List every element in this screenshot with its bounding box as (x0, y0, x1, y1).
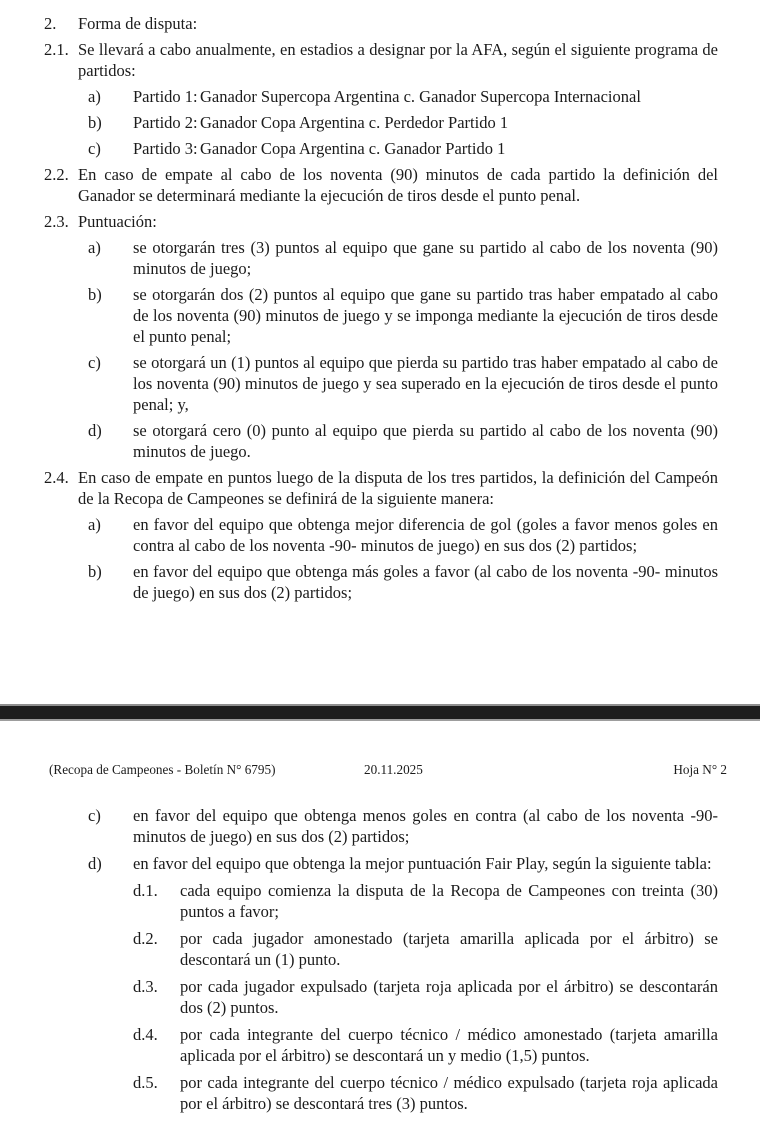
clause-text: Se llevará a cabo anualmente, en estadios a designar por la AFA, según el siguiente programa de partidos: (78, 40, 718, 80)
list-item-text: por cada integrante del cuerpo técnico / médico expulsado (tarjeta roja aplicada por el árbitro) se descontará tres (3) puntos. (180, 1073, 718, 1113)
partido-entry (133, 86, 718, 107)
partido-teams: Ganador Copa Argentina c. Ganador Partido 1 (200, 139, 506, 158)
puntuacion-item-b (88, 284, 718, 347)
clause-text: En caso de empate en puntos luego de la disputa de los tres partidos, la definición del Campeón de la Recopa de Campeones se definirá de la siguiente manera: (78, 468, 718, 508)
clause-2-4 (44, 467, 718, 509)
clause-number: 2.2. (44, 165, 69, 184)
desempate-item-c (88, 805, 718, 847)
list-marker: c) (88, 806, 101, 825)
list-item-text: se otorgará un (1) puntos al equipo que pierda su partido tras haber empatado al cabo de los noventa (90) minutos de juego y sea superado en la ejecución de tiros desde el punto penal; y, (133, 353, 718, 414)
list-marker: d.1. (133, 881, 158, 900)
list-marker: b) (88, 113, 102, 132)
clause-text: En caso de empate al cabo de los noventa (90) minutos de cada partido la definición del Ganador se determinará mediante la ejecución de tiros desde el punto penal. (78, 165, 718, 205)
desempate-item-b (88, 561, 718, 603)
document-page-2 (0, 778, 760, 1114)
list-item-text: por cada integrante del cuerpo técnico / médico amonestado (tarjeta amarilla aplicada por el árbitro) se descontará un y medio (1,5) puntos. (180, 1025, 718, 1065)
list-marker: b) (88, 562, 102, 581)
list-item-text: se otorgarán tres (3) puntos al equipo que gane su partido al cabo de los noventa (90) minutos de juego; (133, 238, 718, 278)
partido-entry (133, 138, 718, 159)
list-item-text: por cada jugador expulsado (tarjeta roja aplicada por el árbitro) se descontarán dos (2) puntos. (180, 977, 718, 1017)
fairplay-item-d2 (133, 928, 718, 970)
clause-2-2 (44, 164, 718, 206)
page-number: Hoja N° 2 (673, 762, 727, 777)
list-item-text: se otorgará cero (0) punto al equipo que pierda su partido al cabo de los noventa (90) minutos de juego. (133, 421, 718, 461)
puntuacion-item-a (88, 237, 718, 279)
list-marker: b) (88, 285, 102, 304)
list-item-text: cada equipo comienza la disputa de la Recopa de Campeones con treinta (30) puntos a favor; (180, 881, 718, 921)
clause-number: 2.1. (44, 40, 69, 59)
clause-2-1 (44, 39, 718, 81)
list-marker: a) (88, 87, 101, 106)
list-marker: d) (88, 421, 102, 440)
partido-list-item-a (88, 86, 718, 107)
partido-list-item-b (88, 112, 718, 133)
list-item-text: en favor del equipo que obtenga la mejor puntuación Fair Play, según la siguiente tabla: (133, 854, 712, 873)
partido-teams: Ganador Supercopa Argentina c. Ganador Supercopa Internacional (200, 87, 641, 106)
fairplay-item-d4 (133, 1024, 718, 1066)
fairplay-item-d1 (133, 880, 718, 922)
clause-2-3-heading (44, 211, 718, 232)
list-marker: d.4. (133, 1025, 158, 1044)
desempate-item-a (88, 514, 718, 556)
list-marker: d.3. (133, 977, 158, 996)
clause-number: 2.4. (44, 468, 69, 487)
list-marker: c) (88, 139, 101, 158)
partido-label: Partido 2: (133, 113, 198, 132)
clause-text: Puntuación: (78, 212, 157, 231)
puntuacion-item-c (88, 352, 718, 415)
boletin-date: 20.11.2025 (364, 762, 423, 777)
partido-list-item-c (88, 138, 718, 159)
list-marker: d) (88, 854, 102, 873)
page2-header (49, 762, 727, 778)
clause-text: Forma de disputa: (78, 14, 198, 33)
list-marker: d.5. (133, 1073, 158, 1092)
puntuacion-item-d (88, 420, 718, 462)
desempate-item-d (88, 853, 718, 874)
partido-teams: Ganador Copa Argentina c. Perdedor Partido 1 (200, 113, 509, 132)
list-item-text: en favor del equipo que obtenga mejor diferencia de gol (goles a favor menos goles en contra al cabo de los noventa -90- minutos de juego) en sus dos (2) partidos; (133, 515, 718, 555)
list-marker: a) (88, 515, 101, 534)
boletin-reference: (Recopa de Campeones - Boletín N° 6795) (49, 762, 276, 777)
list-item-text: por cada jugador amonestado (tarjeta amarilla aplicada por el árbitro) se descontará un (1) punto. (180, 929, 718, 969)
partido-label: Partido 1: (133, 87, 198, 106)
list-marker: c) (88, 353, 101, 372)
list-item-text: en favor del equipo que obtenga más goles a favor (al cabo de los noventa -90- minutos de juego) en sus dos (2) partidos; (133, 562, 718, 602)
list-item-text: en favor del equipo que obtenga menos goles en contra (al cabo de los noventa -90- minutos de juego) en sus dos (2) partidos; (133, 806, 718, 846)
list-marker: d.2. (133, 929, 158, 948)
list-marker: a) (88, 238, 101, 257)
partido-entry (133, 112, 718, 133)
fairplay-item-d3 (133, 976, 718, 1018)
page-separator-bar (0, 704, 760, 721)
clause-2-heading (44, 13, 718, 34)
clause-number: 2.3. (44, 212, 69, 231)
clause-number: 2. (44, 14, 57, 33)
fairplay-item-d5 (133, 1072, 718, 1114)
partido-label: Partido 3: (133, 139, 198, 158)
list-item-text: se otorgarán dos (2) puntos al equipo que gane su partido tras haber empatado al cabo de los noventa (90) minutos de juego y se imponga mediante la ejecución de tiros desde el punto penal; (133, 285, 718, 346)
